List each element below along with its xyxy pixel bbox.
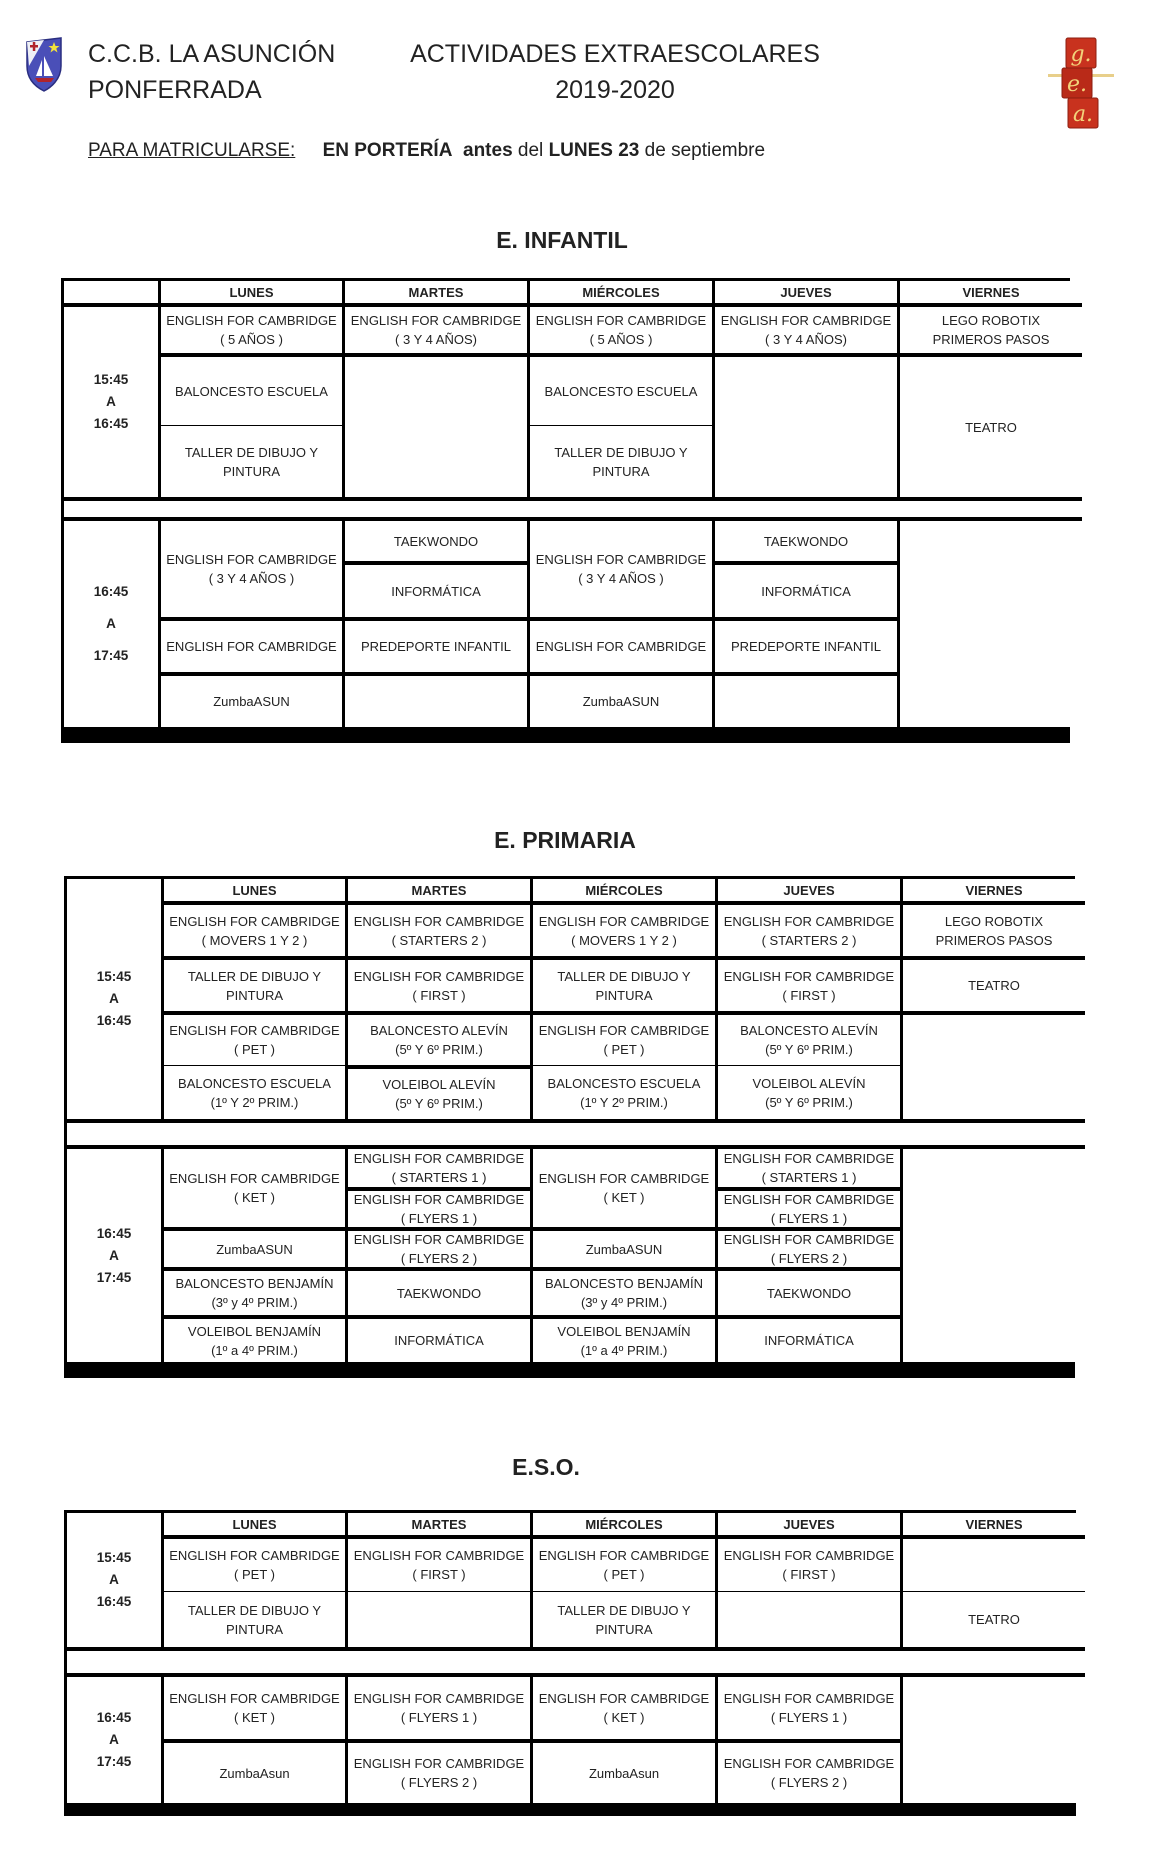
time-slot-1 bbox=[64, 303, 158, 497]
day-header: MIÉRCOLES bbox=[533, 1513, 715, 1535]
enroll-month: de septiembre bbox=[644, 140, 766, 161]
empty-cell bbox=[903, 1673, 1085, 1803]
activity-cell: TALLER DE DIBUJO Y PINTURA bbox=[161, 425, 342, 497]
activity-cell: ENGLISH FOR CAMBRIDGE ( PET ) bbox=[164, 1535, 345, 1591]
day-header: JUEVES bbox=[718, 1513, 900, 1535]
empty-cell bbox=[903, 1535, 1085, 1591]
activity-cell: TAEKWONDO bbox=[348, 1267, 530, 1315]
activity-cell: TAEKWONDO bbox=[345, 517, 527, 561]
enrollment-note bbox=[88, 140, 765, 162]
activity-cell: ENGLISH FOR CAMBRIDGE ( PET ) bbox=[164, 1011, 345, 1065]
title-line1: ACTIVIDADES EXTRAESCOLARES bbox=[410, 40, 820, 68]
activity-cell: ENGLISH FOR CAMBRIDGE ( 3 Y 4 AÑOS ) bbox=[161, 517, 342, 617]
activity-cell: ENGLISH FOR CAMBRIDGE ( FIRST ) bbox=[718, 1535, 900, 1591]
separator-row bbox=[67, 1119, 1085, 1145]
activity-cell: ENGLISH FOR CAMBRIDGE ( FLYERS 1 ) bbox=[348, 1187, 530, 1227]
activity-cell: ENGLISH FOR CAMBRIDGE ( FLYERS 1 ) bbox=[348, 1673, 530, 1739]
time-sep: A bbox=[106, 616, 116, 631]
activity-cell: TEATRO bbox=[903, 1591, 1085, 1647]
activity-cell: INFORMÁTICA bbox=[718, 1315, 900, 1362]
activity-cell: ENGLISH FOR CAMBRIDGE ( 5 AÑOS ) bbox=[161, 303, 342, 353]
school-year: 2019-2020 bbox=[555, 76, 675, 104]
activity-cell: ENGLISH FOR CAMBRIDGE bbox=[530, 617, 712, 672]
activity-cell: BALONCESTO ESCUELA (1º Y 2º PRIM.) bbox=[533, 1065, 715, 1119]
time-sep: A bbox=[109, 991, 119, 1006]
time-from: 16:45 bbox=[96, 1225, 132, 1241]
activity-cell: ENGLISH FOR CAMBRIDGE ( FLYERS 2 ) bbox=[718, 1227, 900, 1267]
gea-letter-e: e. bbox=[1066, 72, 1088, 97]
day-header: MARTES bbox=[348, 1513, 530, 1535]
time-slot-1 bbox=[67, 879, 161, 1119]
activity-cell: BALONCESTO BENJAMÍN (3º y 4º PRIM.) bbox=[164, 1267, 345, 1315]
section-title-primaria: E. PRIMARIA bbox=[494, 827, 636, 853]
enroll-date: LUNES 23 bbox=[548, 140, 640, 161]
time-to: 16:45 bbox=[93, 416, 129, 431]
corner-cell bbox=[64, 281, 158, 303]
activity-cell: ENGLISH FOR CAMBRIDGE ( FIRST ) bbox=[348, 1535, 530, 1591]
empty-cell bbox=[900, 517, 1082, 727]
day-header: JUEVES bbox=[715, 281, 897, 303]
school-name-line1: C.C.B. LA ASUNCIÓN bbox=[88, 40, 336, 68]
activity-cell: ENGLISH FOR CAMBRIDGE ( STARTERS 2 ) bbox=[348, 901, 530, 956]
time-from: 16:45 bbox=[96, 1710, 132, 1725]
activity-cell: ENGLISH FOR CAMBRIDGE ( PET ) bbox=[533, 1535, 715, 1591]
activity-cell: ENGLISH FOR CAMBRIDGE ( 3 Y 4 AÑOS ) bbox=[530, 517, 712, 617]
activity-cell: ENGLISH FOR CAMBRIDGE ( STARTERS 2 ) bbox=[718, 901, 900, 956]
empty-cell bbox=[903, 1011, 1085, 1119]
activity-cell: ENGLISH FOR CAMBRIDGE ( 3 Y 4 AÑOS) bbox=[715, 303, 897, 353]
activity-cell: ENGLISH FOR CAMBRIDGE ( FLYERS 1 ) bbox=[718, 1187, 900, 1227]
day-header: LUNES bbox=[161, 281, 342, 303]
time-slot-2 bbox=[64, 517, 158, 727]
activity-cell: INFORMÁTICA bbox=[345, 561, 527, 617]
activity-cell: INFORMÁTICA bbox=[348, 1315, 530, 1362]
section-title-infantil: E. INFANTIL bbox=[496, 227, 628, 253]
enroll-label: PARA MATRICULARSE: bbox=[88, 140, 296, 161]
enroll-del: del bbox=[517, 140, 544, 161]
activity-cell: TALLER DE DIBUJO Y PINTURA bbox=[533, 1591, 715, 1647]
activity-cell: VOLEIBOL BENJAMÍN (1º a 4º PRIM.) bbox=[164, 1315, 345, 1362]
activity-cell: BALONCESTO ESCUELA bbox=[161, 353, 342, 425]
time-from: 16:45 bbox=[93, 584, 129, 599]
activity-cell: BALONCESTO ALEVÍN (5º Y 6º PRIM.) bbox=[348, 1011, 530, 1065]
activity-cell: BALONCESTO ESCUELA (1º Y 2º PRIM.) bbox=[164, 1065, 345, 1119]
time-from: 15:45 bbox=[93, 372, 129, 387]
gea-blocks-logo bbox=[1048, 32, 1114, 132]
activity-cell: ZumbaAsun bbox=[164, 1739, 345, 1803]
activity-cell: ENGLISH FOR CAMBRIDGE ( MOVERS 1 Y 2 ) bbox=[533, 901, 715, 956]
time-from: 15:45 bbox=[96, 1550, 132, 1565]
activity-cell: VOLEIBOL ALEVÍN (5º Y 6º PRIM.) bbox=[718, 1065, 900, 1119]
activity-cell: TEATRO bbox=[900, 353, 1082, 497]
empty-cell bbox=[345, 353, 527, 497]
empty-cell bbox=[715, 672, 897, 727]
activity-cell: BALONCESTO ALEVÍN (5º Y 6º PRIM.) bbox=[718, 1011, 900, 1065]
day-header: LUNES bbox=[164, 1513, 345, 1535]
activity-cell: ENGLISH FOR CAMBRIDGE ( 5 AÑOS ) bbox=[530, 303, 712, 353]
school-name bbox=[88, 36, 335, 108]
day-header: VIERNES bbox=[900, 281, 1082, 303]
activity-cell: ENGLISH FOR CAMBRIDGE ( FLYERS 1 ) bbox=[718, 1673, 900, 1739]
activity-cell: TAEKWONDO bbox=[715, 517, 897, 561]
time-to: 16:45 bbox=[96, 1013, 132, 1028]
activity-cell: ENGLISH FOR CAMBRIDGE ( STARTERS 1 ) bbox=[348, 1145, 530, 1187]
activity-cell: ENGLISH FOR CAMBRIDGE ( KET ) bbox=[533, 1673, 715, 1739]
day-header: MARTES bbox=[348, 879, 530, 901]
timetable-eso bbox=[64, 1510, 1076, 1816]
day-header: VIERNES bbox=[903, 1513, 1085, 1535]
empty-cell bbox=[715, 353, 897, 497]
activity-cell: PREDEPORTE INFANTIL bbox=[345, 617, 527, 672]
activity-cell: ZumbaAsun bbox=[533, 1739, 715, 1803]
activity-cell: ZumbaASUN bbox=[533, 1227, 715, 1267]
activity-cell: ENGLISH FOR CAMBRIDGE ( KET ) bbox=[533, 1145, 715, 1227]
timetable-infantil bbox=[61, 278, 1070, 743]
activity-cell: ENGLISH FOR CAMBRIDGE ( FLYERS 2 ) bbox=[348, 1227, 530, 1267]
activity-cell: PREDEPORTE INFANTIL bbox=[715, 617, 897, 672]
school-crest-icon bbox=[24, 36, 64, 92]
gea-letter-g: g. bbox=[1070, 42, 1092, 67]
time-sep: A bbox=[109, 1247, 119, 1263]
activity-cell: ENGLISH FOR CAMBRIDGE ( STARTERS 1 ) bbox=[718, 1145, 900, 1187]
empty-cell bbox=[348, 1591, 530, 1647]
activity-cell: TALLER DE DIBUJO Y PINTURA bbox=[164, 956, 345, 1011]
activity-cell: ENGLISH FOR CAMBRIDGE bbox=[161, 617, 342, 672]
activity-cell: ENGLISH FOR CAMBRIDGE ( FLYERS 2 ) bbox=[718, 1739, 900, 1803]
empty-cell bbox=[903, 1145, 1085, 1362]
activity-cell: LEGO ROBOTIX PRIMEROS PASOS bbox=[900, 303, 1082, 353]
activity-cell: ZumbaASUN bbox=[530, 672, 712, 727]
empty-cell bbox=[718, 1591, 900, 1647]
time-slot-1 bbox=[67, 1513, 161, 1647]
enroll-before: antes bbox=[463, 140, 513, 161]
separator-row bbox=[67, 1647, 1085, 1673]
gea-letter-a: a. bbox=[1072, 102, 1094, 127]
activity-cell: ENGLISH FOR CAMBRIDGE ( 3 Y 4 AÑOS) bbox=[345, 303, 527, 353]
activity-cell: TALLER DE DIBUJO Y PINTURA bbox=[530, 425, 712, 497]
day-header: MARTES bbox=[345, 281, 527, 303]
time-to: 17:45 bbox=[96, 1269, 132, 1285]
time-sep: A bbox=[106, 394, 116, 409]
section-title-eso: E.S.O. bbox=[512, 1454, 580, 1480]
activity-cell: ENGLISH FOR CAMBRIDGE ( FLYERS 2 ) bbox=[348, 1739, 530, 1803]
time-slot-2 bbox=[67, 1145, 161, 1362]
day-header: JUEVES bbox=[718, 879, 900, 901]
activity-cell: ENGLISH FOR CAMBRIDGE ( KET ) bbox=[164, 1145, 345, 1227]
activity-cell: LEGO ROBOTIX PRIMEROS PASOS bbox=[903, 901, 1085, 956]
activity-cell: TEATRO bbox=[903, 956, 1085, 1011]
time-to: 16:45 bbox=[96, 1594, 132, 1609]
activity-cell: ENGLISH FOR CAMBRIDGE ( FIRST ) bbox=[348, 956, 530, 1011]
activity-cell: ZumbaASUN bbox=[161, 672, 342, 727]
day-header: MIÉRCOLES bbox=[533, 879, 715, 901]
time-to: 17:45 bbox=[96, 1754, 132, 1769]
empty-cell bbox=[345, 672, 527, 727]
activity-cell: ENGLISH FOR CAMBRIDGE ( FIRST ) bbox=[718, 956, 900, 1011]
day-header: VIERNES bbox=[903, 879, 1085, 901]
activity-cell: VOLEIBOL BENJAMÍN (1º a 4º PRIM.) bbox=[533, 1315, 715, 1362]
activity-cell: ZumbaASUN bbox=[164, 1227, 345, 1267]
activity-cell: TALLER DE DIBUJO Y PINTURA bbox=[164, 1591, 345, 1647]
time-sep: A bbox=[109, 1572, 119, 1587]
enroll-place: EN PORTERÍA bbox=[322, 140, 453, 161]
activity-cell: VOLEIBOL ALEVÍN (5º Y 6º PRIM.) bbox=[348, 1065, 530, 1119]
document-title bbox=[370, 36, 860, 108]
activity-cell: INFORMÁTICA bbox=[715, 561, 897, 617]
activity-cell: BALONCESTO ESCUELA bbox=[530, 353, 712, 425]
activity-cell: ENGLISH FOR CAMBRIDGE ( KET ) bbox=[164, 1673, 345, 1739]
time-slot-2 bbox=[67, 1673, 161, 1803]
activity-cell: ENGLISH FOR CAMBRIDGE ( MOVERS 1 Y 2 ) bbox=[164, 901, 345, 956]
separator-row bbox=[64, 497, 1082, 517]
activity-cell: BALONCESTO BENJAMÍN (3º y 4º PRIM.) bbox=[533, 1267, 715, 1315]
activity-cell: TAEKWONDO bbox=[718, 1267, 900, 1315]
time-sep: A bbox=[109, 1732, 119, 1747]
activity-cell: ENGLISH FOR CAMBRIDGE ( PET ) bbox=[533, 1011, 715, 1065]
day-header: MIÉRCOLES bbox=[530, 281, 712, 303]
time-from: 15:45 bbox=[96, 969, 132, 984]
school-city: PONFERRADA bbox=[88, 76, 262, 104]
day-header: LUNES bbox=[164, 879, 345, 901]
time-to: 17:45 bbox=[93, 648, 129, 663]
timetable-primaria bbox=[64, 876, 1075, 1378]
activity-cell: TALLER DE DIBUJO Y PINTURA bbox=[533, 956, 715, 1011]
